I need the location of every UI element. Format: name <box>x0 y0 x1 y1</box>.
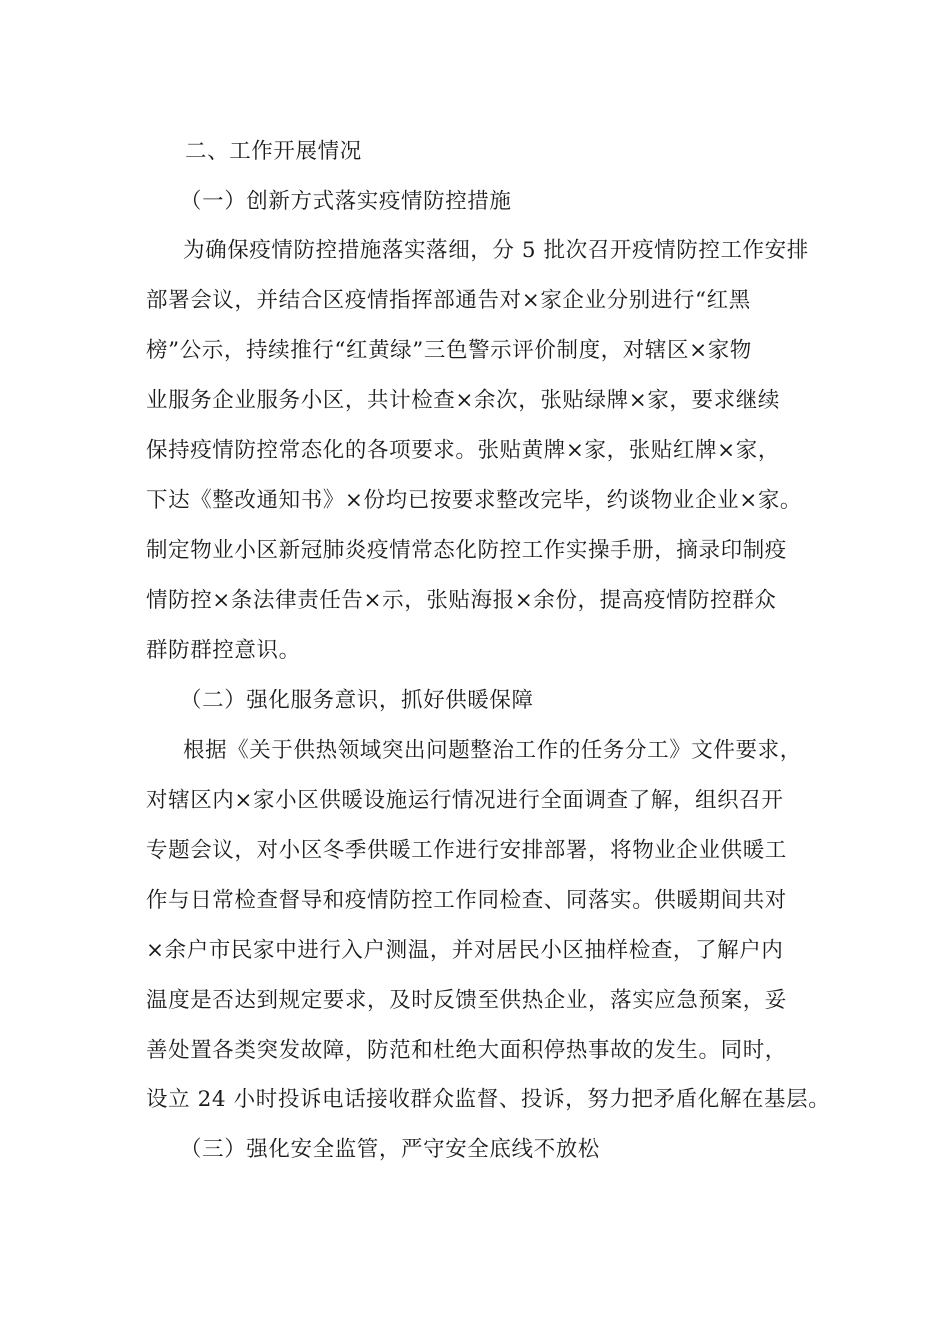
paragraph-line: 善处置各类突发故障，防范和杜绝大面积停热事故的发生。同时， <box>146 1038 787 1063</box>
paragraph-line: 情防控×条法律责任告×示，张贴海报×余份，提高疫情防控群众 <box>146 588 777 613</box>
paragraph-line: 对辖区内×家小区供暖设施运行情况进行全面调查了解，组织召开 <box>146 788 784 813</box>
subsection-title-2: （二）强化服务意识，抓好供暖保障 <box>180 688 534 713</box>
paragraph-line: 温度是否达到规定要求，及时反馈至供热企业，落实应急预案，妥 <box>146 988 787 1013</box>
paragraph-line: 设立 24 小时投诉电话接收群众监督、投诉，努力把矛盾化解在基层。 <box>146 1087 831 1112</box>
paragraph-line: 为确保疫情防控措施落实落细，分 5 批次召开疫情防控工作安排 <box>183 238 809 263</box>
paragraph-line: 榜”公示，持续推行“红黄绿”三色警示评价制度，对辖区×家物 <box>146 338 752 363</box>
paragraph-line: 业服务企业服务小区，共计检查×余次，张贴绿牌×家，要求继续 <box>146 388 780 413</box>
paragraph-line: 下达《整改通知书》×份均已按要求整改完毕，约谈物业企业×家。 <box>146 488 803 513</box>
subsection-title-1: （一）创新方式落实疫情防控措施 <box>180 189 512 214</box>
paragraph-line: 保持疫情防控常态化的各项要求。张贴黄牌×家，张贴红牌×家， <box>146 438 780 463</box>
section-title: 二、工作开展情况 <box>185 139 362 164</box>
paragraph-line: 群防群控意识。 <box>146 638 301 663</box>
paragraph-line: 根据《关于供热领域突出问题整治工作的任务分工》文件要求， <box>183 738 802 763</box>
paragraph-line: 专题会议，对小区冬季供暖工作进行安排部署，将物业企业供暖工 <box>146 838 787 863</box>
subsection-title-3: （三）强化安全监管，严守安全底线不放松 <box>180 1137 600 1162</box>
paragraph-line: ×余户市民家中进行入户测温，并对居民小区抽样检查，了解户内 <box>146 938 784 963</box>
paragraph-line: 制定物业小区新冠肺炎疫情常态化防控工作实操手册，摘录印制疫 <box>146 538 787 563</box>
paragraph-line: 部署会议，并结合区疫情指挥部通告对×家企业分别进行“红黑 <box>146 288 751 313</box>
paragraph-line: 作与日常检查督导和疫情防控工作同检查、同落实。供暖期间共对 <box>146 888 787 913</box>
